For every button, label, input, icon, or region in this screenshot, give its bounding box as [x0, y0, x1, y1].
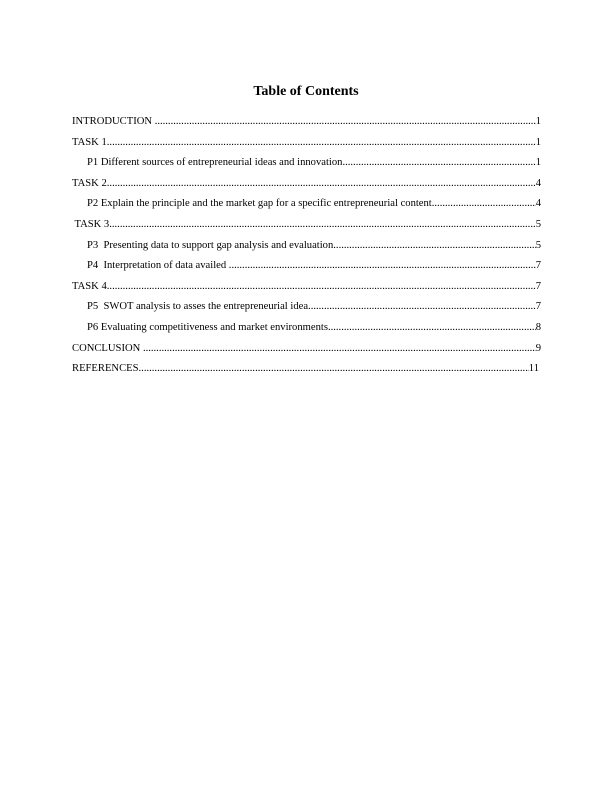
toc-dot-leader — [333, 236, 535, 257]
toc-entry-label: P4 Interpretation of data availed — [87, 260, 229, 272]
toc-entry-p1[interactable] — [72, 153, 541, 174]
toc-entry-label: CONCLUSION — [72, 342, 143, 354]
toc-entry-p6[interactable] — [72, 318, 541, 339]
toc-dot-leader — [229, 256, 536, 277]
toc-dot-leader — [107, 174, 536, 195]
toc-entry-label: TASK 2 — [72, 177, 107, 189]
toc-entry-conclusion[interactable] — [72, 339, 541, 360]
toc-page-number: 8 — [535, 321, 541, 333]
toc-title: Table of Contents — [253, 84, 359, 99]
toc-entry-label: TASK 4 — [72, 280, 107, 292]
toc-entry-label: INTRODUCTION — [72, 116, 155, 127]
toc-entry-task-3[interactable] — [72, 215, 541, 236]
toc-entry-task-1[interactable] — [72, 133, 541, 154]
toc-entry-task-4[interactable] — [72, 277, 541, 298]
toc-entry-label: TASK 3 — [72, 218, 110, 230]
toc-dot-leader — [139, 359, 529, 380]
toc-page-number: 5 — [535, 239, 541, 251]
toc-entry-introduction[interactable] — [72, 112, 541, 133]
toc-page-number: 4 — [535, 177, 541, 189]
toc-entry-label: P1 Different sources of entrepreneurial ideas and innovation — [87, 157, 343, 169]
toc-page-number: 5 — [535, 218, 541, 230]
toc-entry-label: TASK 1 — [72, 136, 107, 148]
toc-entry-task-2[interactable] — [72, 174, 541, 195]
toc-entry-p5[interactable] — [72, 297, 541, 318]
toc-dot-leader — [432, 194, 536, 215]
toc-dot-leader — [109, 215, 535, 236]
toc-entry-label: P3 Presenting data to support gap analysis and evaluation — [87, 239, 334, 251]
table-of-contents — [72, 112, 541, 380]
toc-entry-label: REFERENCES — [72, 363, 139, 375]
toc-dot-leader — [107, 133, 536, 154]
toc-dot-leader — [155, 112, 536, 133]
toc-page-number: 1 — [535, 157, 541, 169]
toc-dot-leader — [328, 318, 536, 339]
toc-page-number: 7 — [535, 260, 541, 272]
toc-entry-label: P6 Evaluating competitiveness and market environments — [87, 321, 328, 333]
toc-entry-label: P5 SWOT analysis to asses the entrepreneurial idea — [87, 301, 309, 313]
toc-page-number: 11 — [528, 363, 539, 375]
toc-entry-p4[interactable] — [72, 256, 541, 277]
toc-entry-references[interactable] — [72, 359, 539, 380]
toc-entry-p3[interactable] — [72, 236, 541, 257]
toc-page-number: 1 — [535, 116, 541, 127]
toc-dot-leader — [308, 297, 536, 318]
toc-dot-leader — [342, 153, 535, 174]
toc-dot-leader — [107, 277, 536, 298]
toc-entry-p2[interactable] — [72, 194, 541, 215]
toc-page-number: 9 — [535, 342, 541, 354]
toc-page-number: 7 — [535, 280, 541, 292]
toc-page-number: 1 — [535, 136, 541, 148]
toc-entry-label: P2 Explain the principle and the market gap for a specific entrepreneurial content — [87, 198, 432, 210]
toc-page-number: 7 — [535, 301, 541, 313]
toc-page-number: 4 — [535, 198, 541, 210]
toc-dot-leader — [143, 339, 536, 360]
